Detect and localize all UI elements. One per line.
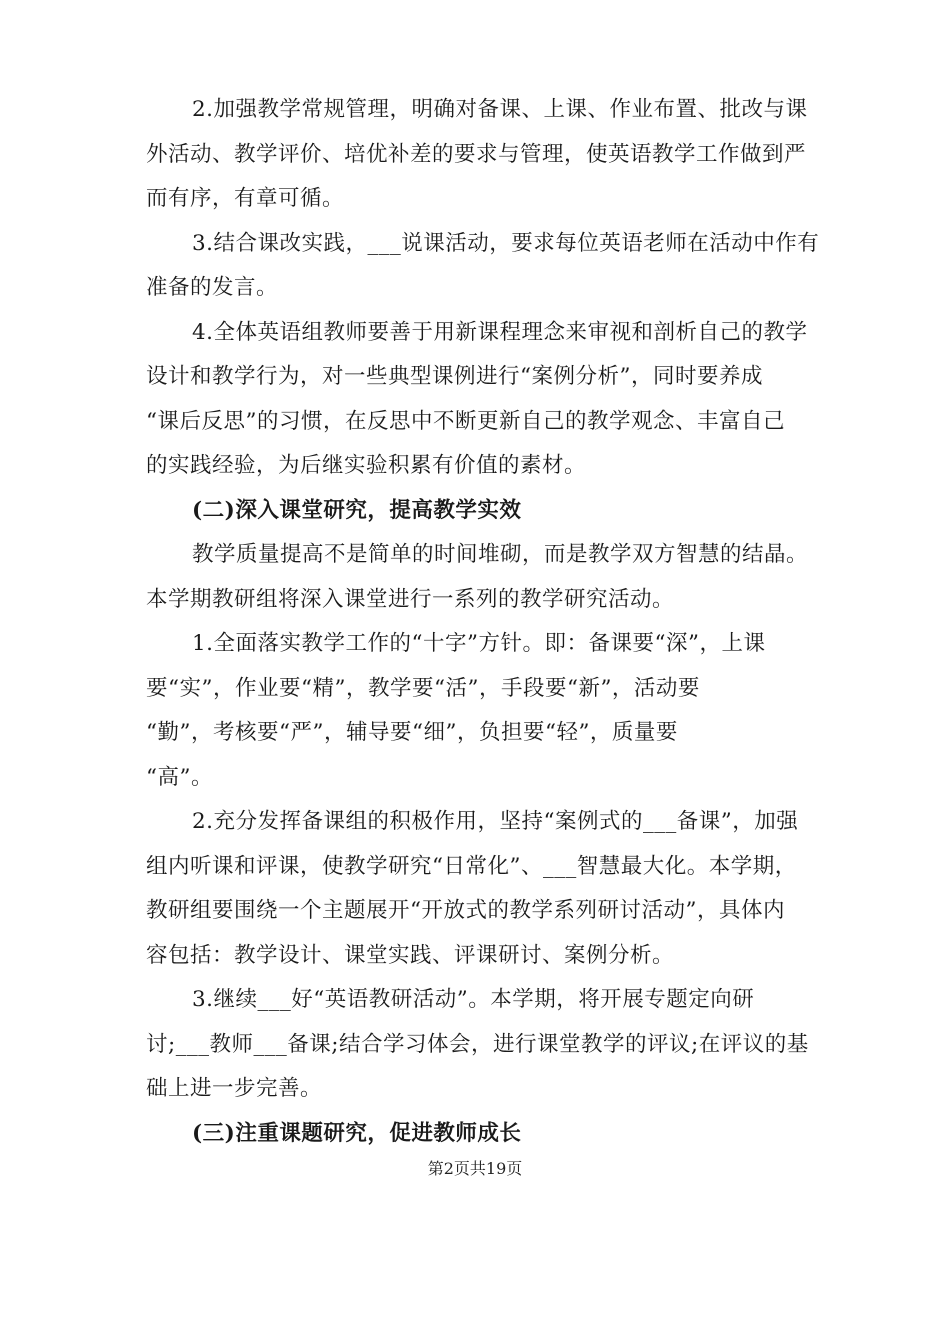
paragraph-1: [146, 88, 836, 222]
paragraph-3: [146, 311, 836, 489]
text-line: 3.继续___好“英语教研活动”。本学期，将开展专题定向研: [192, 987, 755, 1012]
page-footer: 第2页共19页: [427, 1159, 523, 1178]
document-page: [146, 88, 836, 1156]
text-line: 的实践经验，为后继实验积累有价值的素材。: [146, 453, 587, 478]
paragraph-4: [146, 533, 836, 622]
text-line: 设计和教学行为，对一些典型课例进行“案例分析”，同时要养成: [146, 364, 763, 389]
text-line: 要“实”，作业要“精”，教学要“活”，手段要“新”，活动要: [146, 675, 700, 701]
section-heading-3: (三)注重课题研究，促进教师成长: [192, 1120, 522, 1146]
text-line: 讨;___教师___备课;结合学习体会，进行课堂教学的评议;在评议的基: [146, 1031, 809, 1057]
paragraph-7: [146, 978, 836, 1112]
text-line: 本学期教研组将深入课堂进行一系列的教学研究活动。: [146, 586, 675, 612]
paragraph-2: [146, 222, 836, 311]
text-line: “课后反思”的习惯，在反思中不断更新自己的教学观念、丰富自己: [146, 408, 785, 434]
text-line: 2.加强教学常规管理，明确对备课、上课、作业布置、批改与课: [192, 97, 808, 122]
text-line: 1.全面落实教学工作的“十字”方针。即：备课要“深”，上课: [192, 631, 766, 656]
text-line: 3.结合课改实践，___说课活动，要求每位英语老师在活动中作有: [192, 230, 820, 256]
text-line: 教学质量提高不是简单的时间堆砌，而是教学双方智慧的结晶。: [192, 542, 809, 567]
text-line: 准备的发言。: [146, 275, 279, 300]
text-line: “高”。: [146, 764, 213, 790]
text-line: 外活动、教学评价、培优补差的要求与管理，使英语教学工作做到严: [146, 141, 807, 167]
text-line: 容包括：教学设计、课堂实践、评课研讨、案例分析。: [146, 942, 675, 968]
text-line: 教研组要围绕一个主题展开“开放式的教学系列研讨活动”，具体内: [146, 898, 785, 923]
text-line: “勤”，考核要“严”，辅导要“细”，负担要“轻”，质量要: [146, 720, 678, 745]
text-line: 组内听课和评课，使教学研究“日常化”、___智慧最大化。本学期，: [146, 853, 797, 879]
text-line: 4.全体英语组教师要善于用新课程理念来审视和剖析自己的教学: [192, 319, 808, 345]
section-heading-2: (二)深入课堂研究，提高教学实效: [192, 497, 522, 523]
text-line: 础上进一步完善。: [146, 1076, 323, 1101]
text-line: 而有序，有章可循。: [146, 186, 345, 211]
paragraph-6: [146, 800, 836, 978]
text-line: 2.充分发挥备课组的积极作用，坚持“案例式的___备课”，加强: [192, 809, 799, 834]
paragraph-5: [146, 622, 836, 800]
